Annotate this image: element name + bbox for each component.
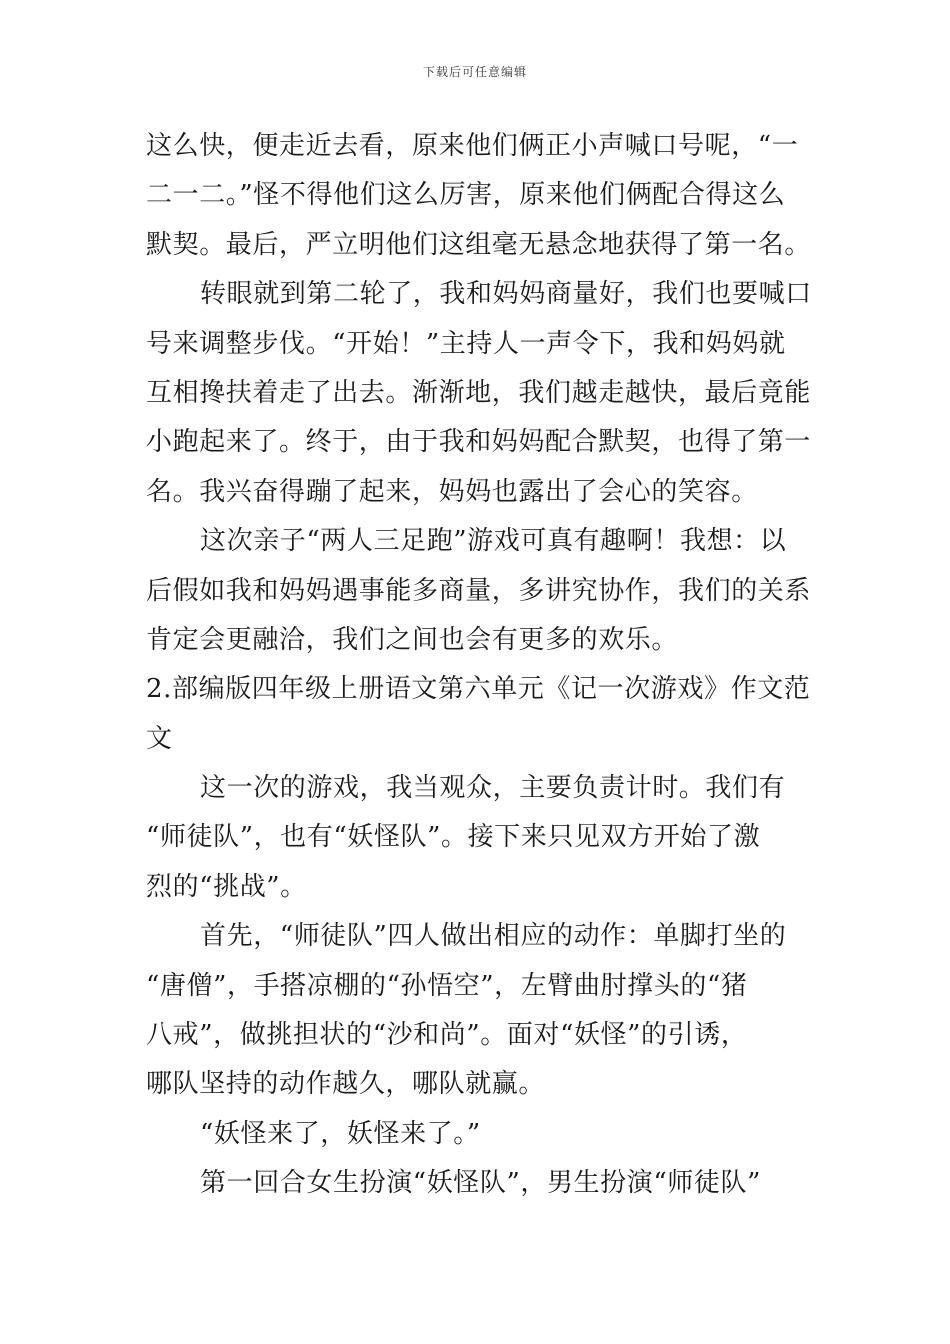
text-line: 哪队坚持的动作越久，哪队就赢。: [146, 1069, 546, 1100]
text-line: 首先，“师徒队”四人做出相应的动作：单脚打坐的: [200, 921, 787, 952]
text-line: 互相搀扶着走了出去。渐渐地，我们越走越快，最后竟能: [146, 377, 812, 408]
text-line: 小跑起来了。终于，由于我和妈妈配合默契，也得了第一: [146, 427, 812, 458]
text-line: 名。我兴奋得蹦了起来，妈妈也露出了会心的笑容。: [146, 476, 758, 507]
text-line: 肯定会更融洽，我们之间也会有更多的欢乐。: [146, 624, 679, 655]
text-line: 转眼就到第二轮了，我和妈妈商量好，我们也要喊口: [200, 279, 812, 310]
text-line: 第一回合女生扮演“妖怪队”，男生扮演“师徒队”: [200, 1168, 761, 1199]
page-header: 下载后可任意编辑: [422, 65, 527, 79]
text-line: “师徒队”，也有“妖怪队”。接下来只见双方开始了激: [146, 822, 761, 853]
document-body: [146, 122, 811, 1209]
text-line: “妖怪来了，妖怪来了。”: [200, 1118, 481, 1149]
text-line: 八戒”，做挑担状的“沙和尚”。面对“妖怪”的引诱，: [146, 1020, 748, 1051]
text-line: “唐僧”，手搭凉棚的“孙悟空”，左臂曲肘撑头的“猪: [146, 970, 748, 1001]
text-line: 这一次的游戏，我当观众，主要负责计时。我们有: [200, 773, 786, 804]
text-line: 这么快，便走近去看，原来他们俩正小声喊口号呢，“一: [146, 131, 799, 161]
text-line: 这次亲子“两人三足跑”游戏可真有趣啊！我想：以: [200, 526, 787, 557]
text-line: 2.部编版四年级上册语文第六单元《记一次游戏》作文范: [146, 674, 811, 705]
text-line: 文: [146, 723, 173, 754]
text-line: 烈的“挑战”。: [146, 871, 307, 902]
text-line: 二一二。”怪不得他们这么厉害，原来他们俩配合得这么: [146, 180, 786, 211]
text-line: 号来调整步伐。“开始！”主持人一声令下，我和妈妈就: [146, 328, 786, 359]
text-line: 后假如我和妈妈遇事能多商量，多讲究协作，我们的关系: [146, 575, 812, 606]
text-line: 默契。最后，严立明他们这组毫无悬念地获得了第一名。: [146, 229, 812, 260]
